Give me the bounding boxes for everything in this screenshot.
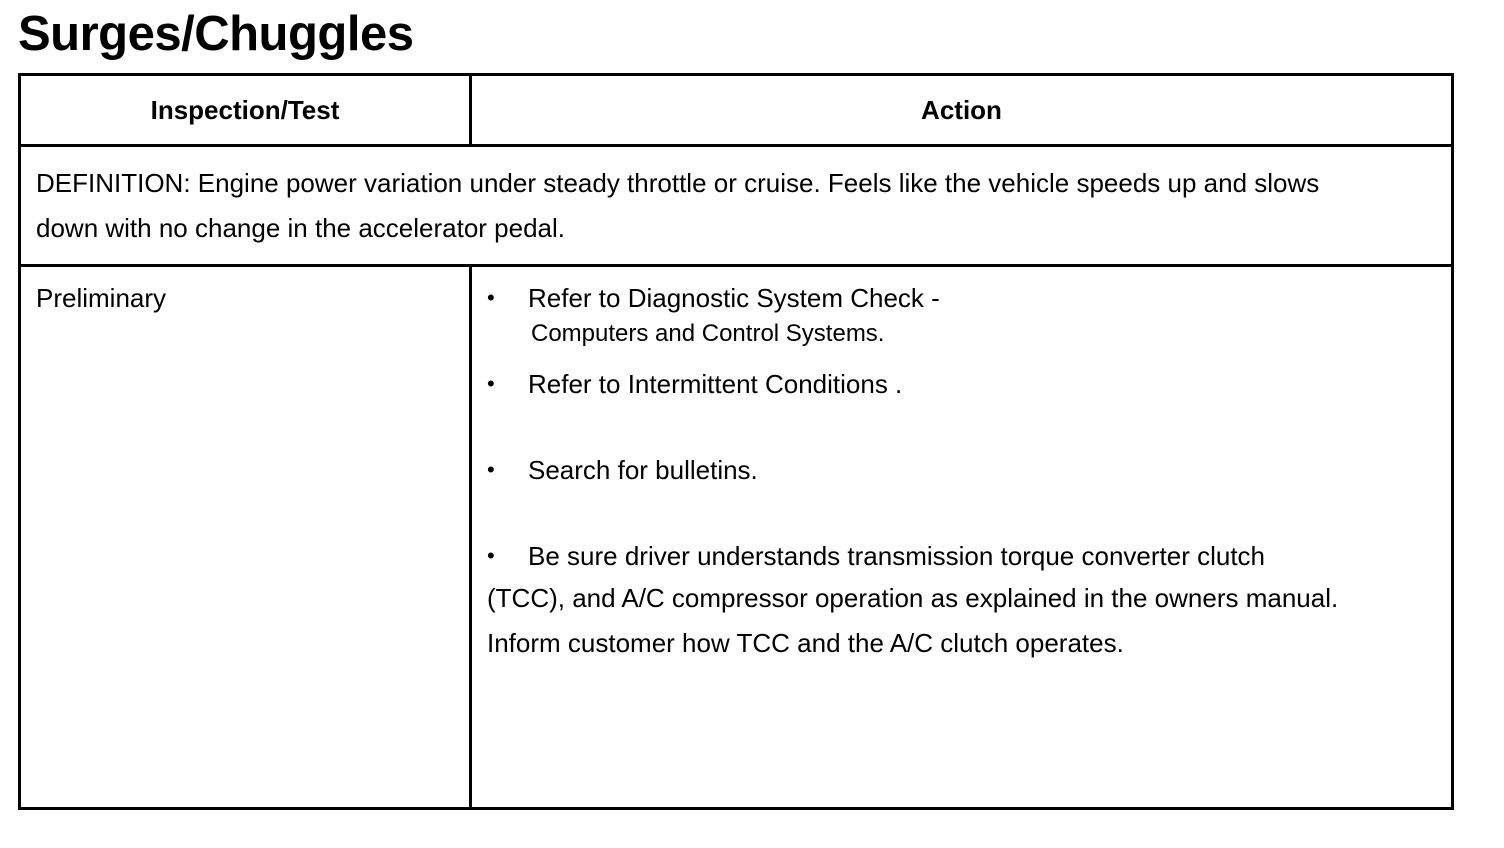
bullet-icon: • xyxy=(487,457,495,482)
action-text-intermittent-conditions: Refer to Intermittent Conditions . xyxy=(528,369,903,399)
header-action: Action xyxy=(921,94,1002,125)
bullet-icon: • xyxy=(487,543,495,568)
step-label-preliminary: Preliminary xyxy=(36,283,167,313)
action-text-search-bulletins: Search for bulletins. xyxy=(528,455,758,485)
definition-text: DEFINITION: Engine power variation under steady throttle or cruise. Feels like the vehicle speeds up and slows down with no change in the accelerator pedal. xyxy=(36,168,1320,243)
bullet-icon: • xyxy=(487,285,495,310)
diagnostic-table xyxy=(18,73,1454,810)
action-text-tcc-continuation: (TCC), and A/C compressor operation as explained in the owners manual. Inform customer how TCC and the A/C clutch operates. xyxy=(487,583,1339,658)
page-title: Surges/Chuggles xyxy=(18,7,414,61)
action-text-driver-understands: Be sure driver understands transmission torque converter clutch xyxy=(528,541,1266,571)
header-inspection-test: Inspection/Test xyxy=(150,94,340,125)
definition-rule xyxy=(21,264,1451,267)
bullet-icon: • xyxy=(487,371,495,396)
action-text-diagnostic-system-check: Refer to Diagnostic System Check - xyxy=(528,283,940,313)
action-text-computers-control-systems: Computers and Control Systems. xyxy=(531,320,885,347)
column-divider-bottom xyxy=(469,264,472,807)
